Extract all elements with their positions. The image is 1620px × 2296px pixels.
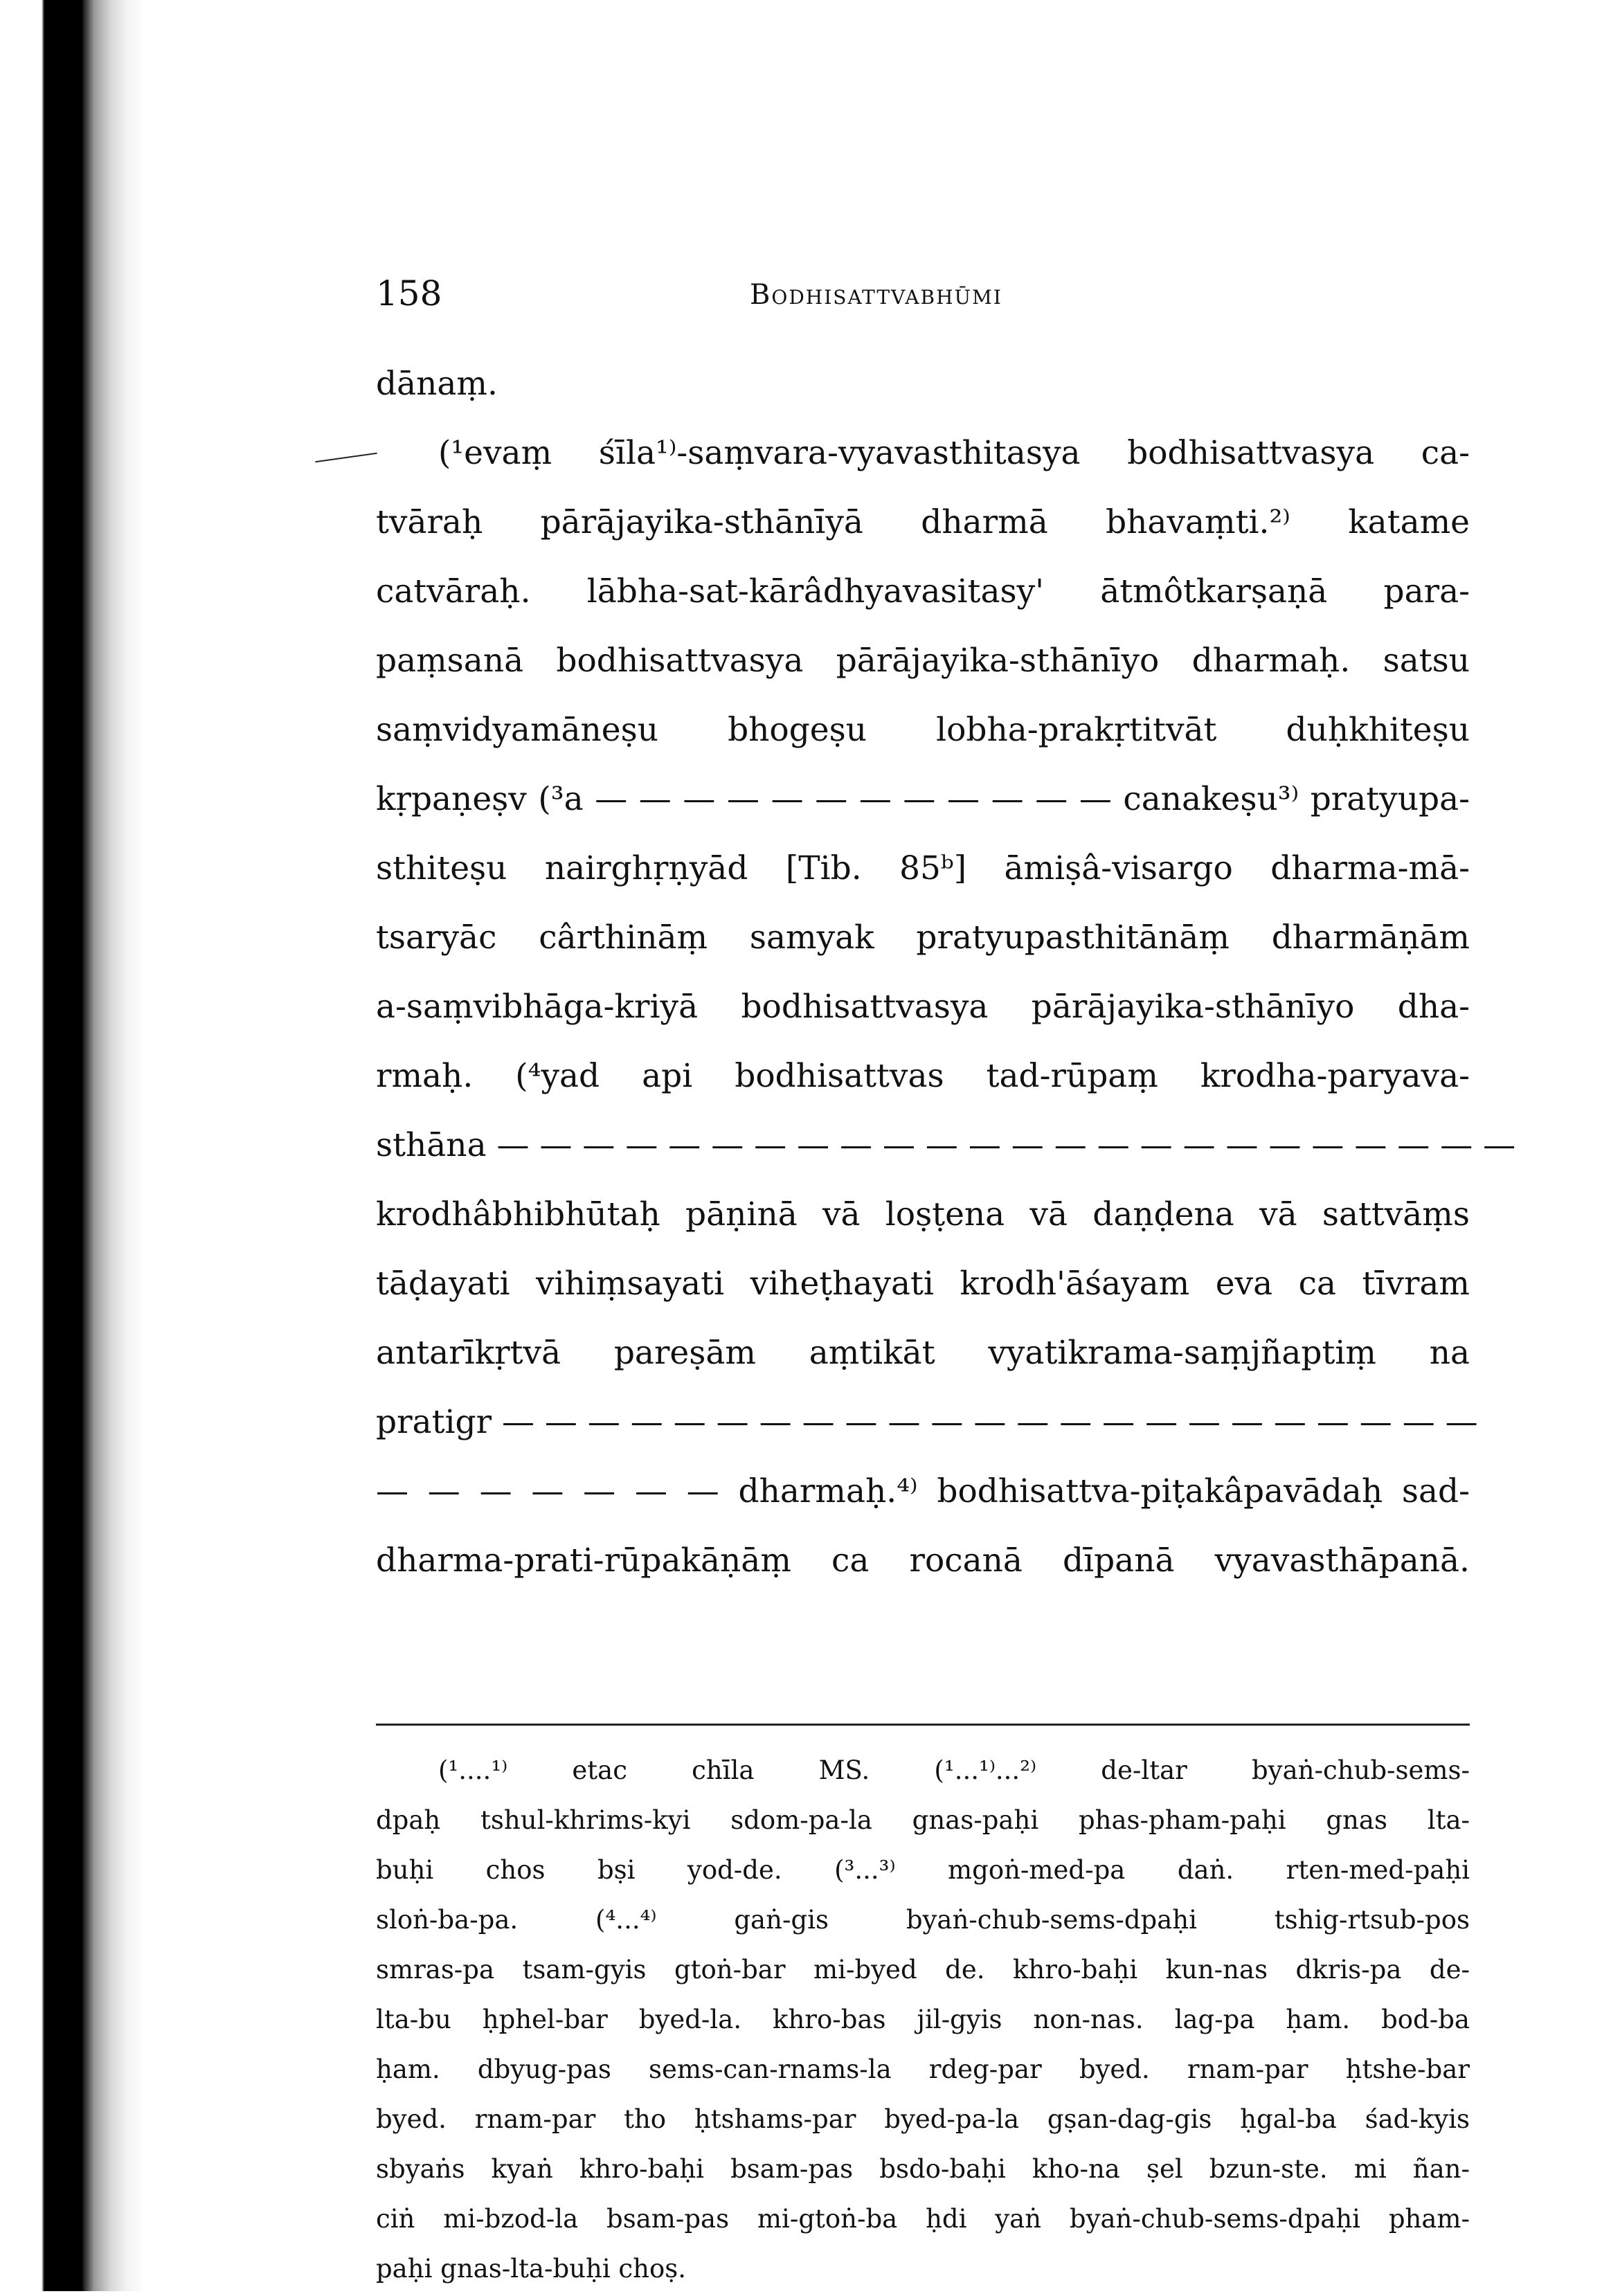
text-line: rmaḥ. (⁴yad api bodhisattvas tad-rūpaṃ krodha-paryava- (376, 1057, 1470, 1095)
footnote-line: smras-pa tsam-gyis gtoṅ-bar mi-byed de. khro-baḥi kun-nas dkris-pa de- (376, 1955, 1470, 1985)
footnote-line: sloṅ-ba-pa. (⁴...⁴⁾ gaṅ-gis byaṅ-chub-sems-dpaḥi tshig-rtsub-pos (376, 1905, 1470, 1935)
text-line: tāḍayati vihiṃsayati viheṭhayati krodh'āśayam eva ca tīvram (376, 1265, 1470, 1303)
text-line: krodhâbhibhūtaḥ pāṇinā vā loṣṭena vā daṇḍena vā sattvāṃs (376, 1195, 1470, 1233)
text-line: saṃvidyamāneṣu bhogeṣu lobha-prakṛtitvāt duḥkhiteṣu (376, 711, 1470, 749)
footnotes (376, 1748, 1470, 2296)
text-line: pratigr — — — — — — — — — — — — — — — — — — — — — — — (376, 1403, 1478, 1441)
text-line: tsaryāc cârthināṃ samyak pratyupasthitānāṃ dharmāṇām (376, 919, 1470, 957)
footnote-line: lta-bu ḥphel-bar byed-la. khro-bas jil-gyis non-nas. lag-pa ḥam. bod-ba (376, 2005, 1470, 2034)
text-line: (¹evaṃ śīla¹⁾-saṃvara-vyavasthitasya bodhisattvasya ca- (438, 434, 1470, 472)
text-line: sthiteṣu nairghṛṇyād [Tib. 85ᵇ] āmiṣâ-visargo dharma-mā- (376, 849, 1470, 887)
text-line: kṛpaṇeṣv (³a — — — — — — — — — — — — canakeṣu³⁾ pratyupa- (376, 780, 1470, 818)
book-title: Bodhisattvabhūmi (750, 279, 1002, 311)
footnote-divider (376, 1724, 1470, 1726)
text-line: — — — — — — — dharmaḥ.⁴⁾ bodhisattva-piṭakâpavādaḥ sad- (376, 1472, 1470, 1510)
footnote-line: sbyaṅs kyaṅ khro-baḥi bsam-pas bsdo-baḥi kho-na ṣel bzun-ste. mi ñan- (376, 2154, 1470, 2184)
footnote-line: (¹....¹⁾ etac chīla MS. (¹...¹⁾...²⁾ de-ltar byaṅ-chub-sems- (438, 1755, 1470, 1785)
text-line: dharma-prati-rūpakāṇāṃ ca rocanā dīpanā vyavasthāpanā. (376, 1542, 1470, 1580)
footnote-line: buḥi chos bṣi yod-de. (³...³⁾ mgoṅ-med-pa daṅ. rten-med-paḥi (376, 1855, 1470, 1885)
text-line: catvāraḥ. lābha-sat-kārâdhyavasitasy' ātmôtkarṣaṇā para- (376, 572, 1470, 611)
footnote-line: dpaḥ tshul-khrims-kyi sdom-pa-la gnas-paḥi phas-pham-paḥi gnas lta- (376, 1805, 1470, 1835)
text-line: antarīkṛtvā pareṣām aṃtikāt vyatikrama-saṃjñaptiṃ na (376, 1334, 1470, 1372)
text-line: dānaṃ. (376, 365, 498, 403)
page-number: 158 (376, 273, 442, 314)
running-head (376, 273, 1470, 329)
text-line: paṃsanā bodhisattvasya pārājayika-sthānīyo dharmaḥ. satsu (376, 642, 1470, 680)
book-binding-shadow (0, 0, 145, 2291)
footnote-line: ḥam. dbyug-pas sems-can-rnams-la rdeg-par byed. rnam-par ḥtshe-bar (376, 2054, 1470, 2084)
text-line: sthāna — — — — — — — — — — — — — — — — — — — — — — — — (376, 1126, 1516, 1164)
text-line: tvāraḥ pārājayika-sthānīyā dharmā bhavaṃti.²⁾ katame (376, 503, 1470, 541)
footnote-line: ciṅ mi-bzod-la bsam-pas mi-gtoṅ-ba ḥdi yaṅ byaṅ-chub-sems-dpaḥi pham- (376, 2204, 1470, 2234)
footnote-line: paḥi gnas-lta-buḥi choṣ. (376, 2254, 687, 2284)
footnote-line: byed. rnam-par tho ḥtshams-par byed-pa-la gṣan-dag-gis ḥgal-ba śad-kyis (376, 2104, 1470, 2134)
margin-mark (315, 453, 377, 463)
main-text (376, 356, 1516, 1602)
text-line: a-saṃvibhāga-kriyā bodhisattvasya pārājayika-sthānīyo dha- (376, 988, 1470, 1026)
